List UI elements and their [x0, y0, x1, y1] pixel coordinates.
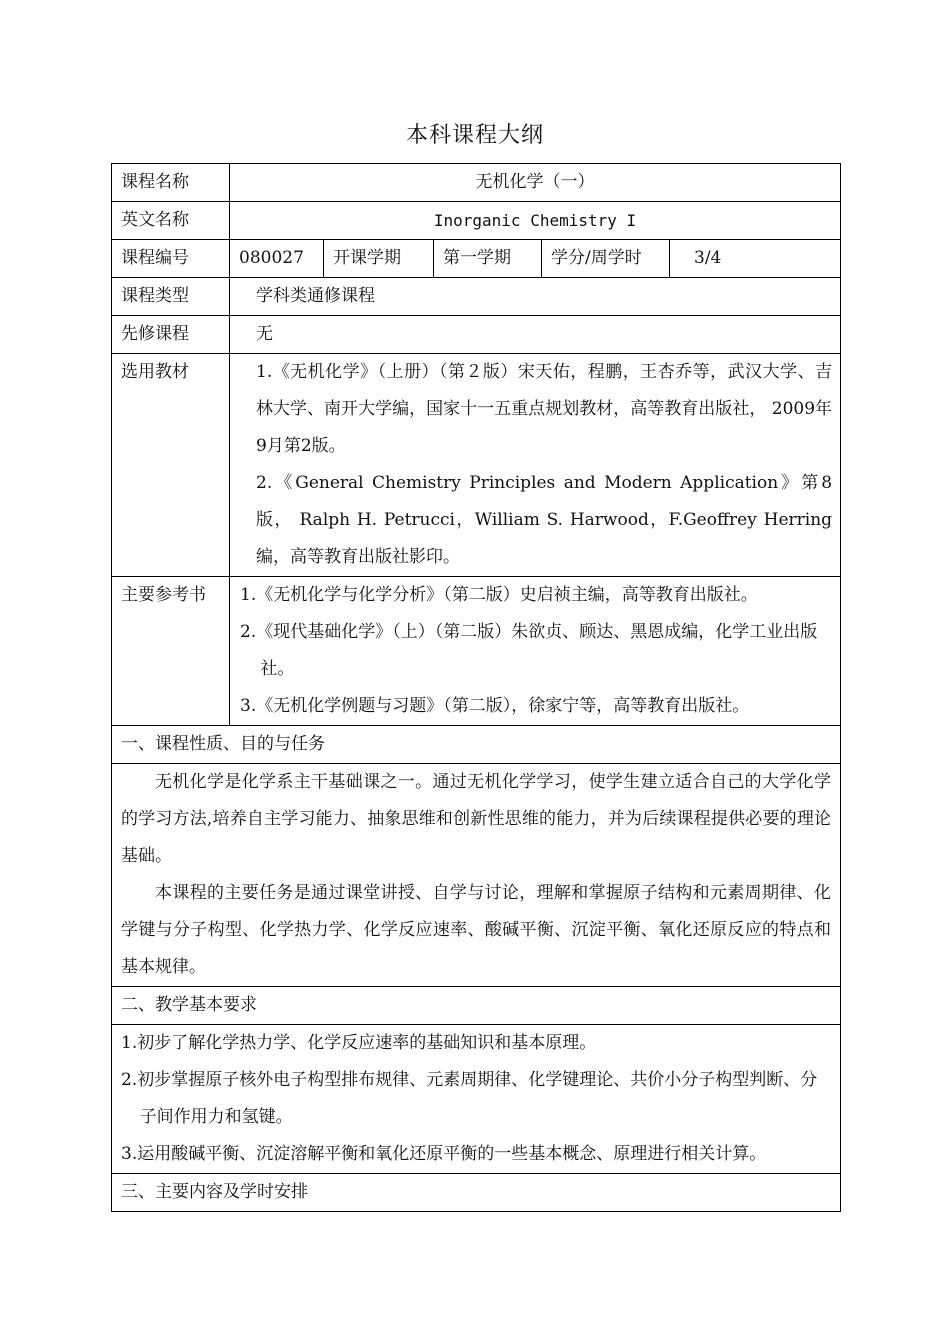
- requirement-item-2: 2.初步掌握原子核外电子构型排布规律、元素周期律、化学键理论、共价小分子构型判断、分子间作用力和氢键。: [121, 1070, 818, 1127]
- textbooks-value: [230, 354, 841, 577]
- credit-label: 学分/周学时: [542, 240, 670, 278]
- textbook-item-2: 2.《General Chemistry Principles and Modern Application》第8版， Ralph H. Petrucci，William S. Harwood，F.Geoffrey Herring编，高等教育出版社影印。: [256, 473, 833, 567]
- term-label: 开课学期: [324, 240, 434, 278]
- row-course-name: [112, 164, 841, 202]
- textbook-item-1: 1.《无机化学》（上册）（第２版）宋天佑，程鹏，王杏乔等，武汉大学、吉林大学、南开大学编，国家十一五重点规划教材，高等教育出版社， 2009年9月第2版。: [256, 362, 833, 456]
- page-title: 本科课程大纲: [405, 123, 544, 148]
- credit-value: 3/4: [670, 240, 841, 278]
- term-value: 第一学期: [434, 240, 542, 278]
- syllabus-table: [111, 163, 841, 1212]
- section1-paragraph-2: 本课程的主要任务是通过课堂讲授、自学与讨论，理解和掌握原子结构和元素周期律、化学键与分子构型、化学热力学、化学反应速率、酸碱平衡、沉淀平衡、氧化还原反应的特点和基本规律。: [121, 883, 832, 977]
- section2-heading: 二、教学基本要求: [112, 987, 841, 1025]
- section1-paragraph-1: 无机化学是化学系主干基础课之一。通过无机化学学习，使学生建立适合自己的大学化学的学习方法,培养自主学习能力、抽象思维和创新性思维的能力，并为后续课程提供必要的理论基础。: [121, 772, 832, 866]
- course-code-label: 课程编号: [112, 240, 230, 278]
- english-name-label: 英文名称: [112, 202, 230, 240]
- reference-item-2: 2.《现代基础化学》（上）（第二版）朱欲贞、顾达、黑恩成编，化学工业出版社。: [240, 622, 818, 679]
- reference-item-3: 3.《无机化学例题与习题》（第二版），徐家宁等，高等教育出版社。: [240, 696, 750, 716]
- textbooks-label: 选用教材: [112, 354, 230, 577]
- course-type-value: 学科类通修课程: [230, 278, 841, 316]
- section3-heading: 三、主要内容及学时安排: [112, 1174, 841, 1212]
- row-textbooks: [112, 354, 841, 577]
- prerequisite-value: 无: [230, 316, 841, 354]
- requirement-item-3: 3.运用酸碱平衡、沉淀溶解平衡和氧化还原平衡的一些基本概念、原理进行相关计算。: [121, 1144, 767, 1164]
- row-course-type: [112, 278, 841, 316]
- row-section1-heading: [112, 726, 841, 764]
- row-prerequisite: [112, 316, 841, 354]
- section2-body: [112, 1025, 841, 1174]
- course-name-label: 课程名称: [112, 164, 230, 202]
- row-section2-body: [112, 1025, 841, 1174]
- references-label: 主要参考书: [112, 577, 230, 726]
- course-code-value: 080027: [230, 240, 324, 278]
- course-name-value: 无机化学（一）: [230, 164, 841, 202]
- reference-item-1: 1.《无机化学与化学分析》（第二版）史启祯主编，高等教育出版社。: [240, 585, 758, 605]
- row-english-name: [112, 202, 841, 240]
- english-name-value: Inorganic Chemistry I: [230, 202, 841, 240]
- row-section2-heading: [112, 987, 841, 1025]
- row-references: [112, 577, 841, 726]
- course-type-label: 课程类型: [112, 278, 230, 316]
- requirement-item-1: 1.初步了解化学热力学、化学反应速率的基础知识和基本原理。: [121, 1033, 597, 1053]
- references-value: [230, 577, 841, 726]
- section1-body: [112, 764, 841, 987]
- row-section3-heading: [112, 1174, 841, 1212]
- row-course-code: [112, 240, 841, 278]
- row-section1-body: [112, 764, 841, 987]
- section1-heading: 一、课程性质、目的与任务: [112, 726, 841, 764]
- prerequisite-label: 先修课程: [112, 316, 230, 354]
